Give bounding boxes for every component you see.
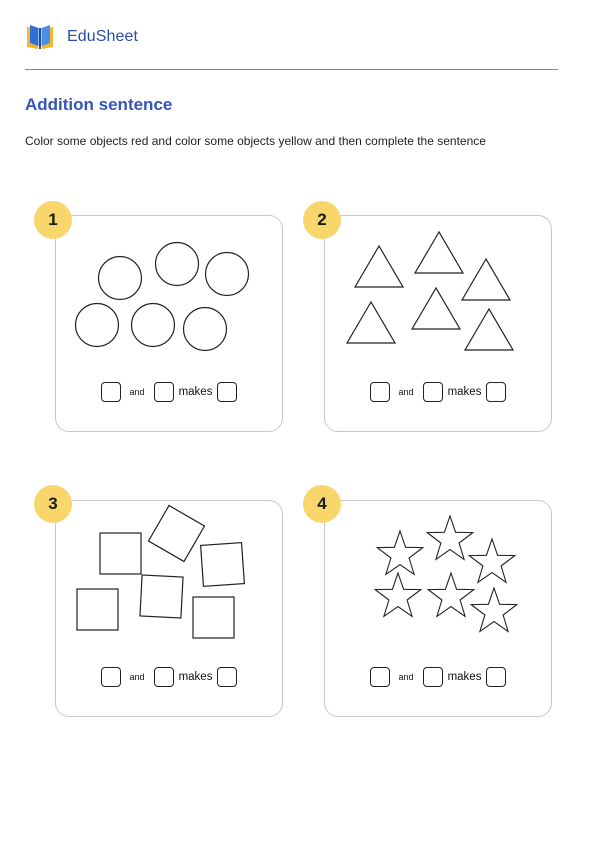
squares-group [56, 501, 284, 651]
answer-box-second[interactable] [423, 667, 443, 687]
exercise-card-4 [324, 500, 552, 717]
worksheet-title: Addition sentence [25, 95, 173, 114]
addition-sentence [325, 666, 551, 688]
makes-label: makes [447, 671, 482, 683]
answer-box-first[interactable] [101, 667, 121, 687]
triangle-shape [355, 246, 403, 287]
star-shape [471, 588, 517, 631]
addition-sentence [56, 381, 282, 403]
exercise-card-1 [55, 215, 283, 432]
star-shape [375, 573, 421, 616]
triangle-shape [412, 288, 460, 329]
answer-box-first[interactable] [370, 382, 390, 402]
worksheet-instructions: Color some objects red and color some objects yellow and then complete the sentence [25, 134, 486, 148]
star-shape [428, 573, 474, 616]
circle-shape [99, 257, 142, 300]
square-shape [193, 597, 234, 638]
exercise-number-badge: 4 [303, 485, 341, 523]
square-shape [148, 505, 204, 561]
and-label: and [129, 387, 145, 397]
circle-shape [132, 304, 175, 347]
answer-box-total[interactable] [217, 382, 237, 402]
triangle-shape [465, 309, 513, 350]
and-label: and [129, 672, 145, 682]
exercise-number-badge: 1 [34, 201, 72, 239]
header-divider [25, 69, 558, 70]
answer-box-first[interactable] [370, 667, 390, 687]
answer-box-first[interactable] [101, 382, 121, 402]
circle-shape [206, 253, 249, 296]
exercise-number-badge: 3 [34, 485, 72, 523]
triangle-shape [462, 259, 510, 300]
header [25, 22, 138, 52]
star-shape [377, 531, 423, 574]
triangles-group [325, 216, 553, 366]
and-label: and [398, 672, 414, 682]
circle-shape [184, 308, 227, 351]
addition-sentence [56, 666, 282, 688]
makes-label: makes [447, 386, 482, 398]
square-shape [140, 575, 183, 618]
open-book-icon [25, 23, 55, 51]
and-label: and [398, 387, 414, 397]
triangle-shape [415, 232, 463, 273]
answer-box-second[interactable] [154, 382, 174, 402]
exercise-card-3 [55, 500, 283, 717]
brand-name: EduSheet [67, 28, 139, 45]
answer-box-total[interactable] [217, 667, 237, 687]
square-shape [100, 533, 141, 574]
square-shape [201, 543, 245, 587]
answer-box-total[interactable] [486, 382, 506, 402]
answer-box-second[interactable] [154, 667, 174, 687]
makes-label: makes [178, 386, 213, 398]
answer-box-second[interactable] [423, 382, 443, 402]
circle-shape [156, 243, 199, 286]
triangle-shape [347, 302, 395, 343]
exercise-number-badge: 2 [303, 201, 341, 239]
answer-box-total[interactable] [486, 667, 506, 687]
star-shape [427, 516, 473, 559]
square-shape [77, 589, 118, 630]
addition-sentence [325, 381, 551, 403]
circle-shape [76, 304, 119, 347]
circles-group [56, 216, 284, 366]
makes-label: makes [178, 671, 213, 683]
star-shape [469, 539, 515, 582]
stars-group [325, 501, 553, 651]
exercise-card-2 [324, 215, 552, 432]
